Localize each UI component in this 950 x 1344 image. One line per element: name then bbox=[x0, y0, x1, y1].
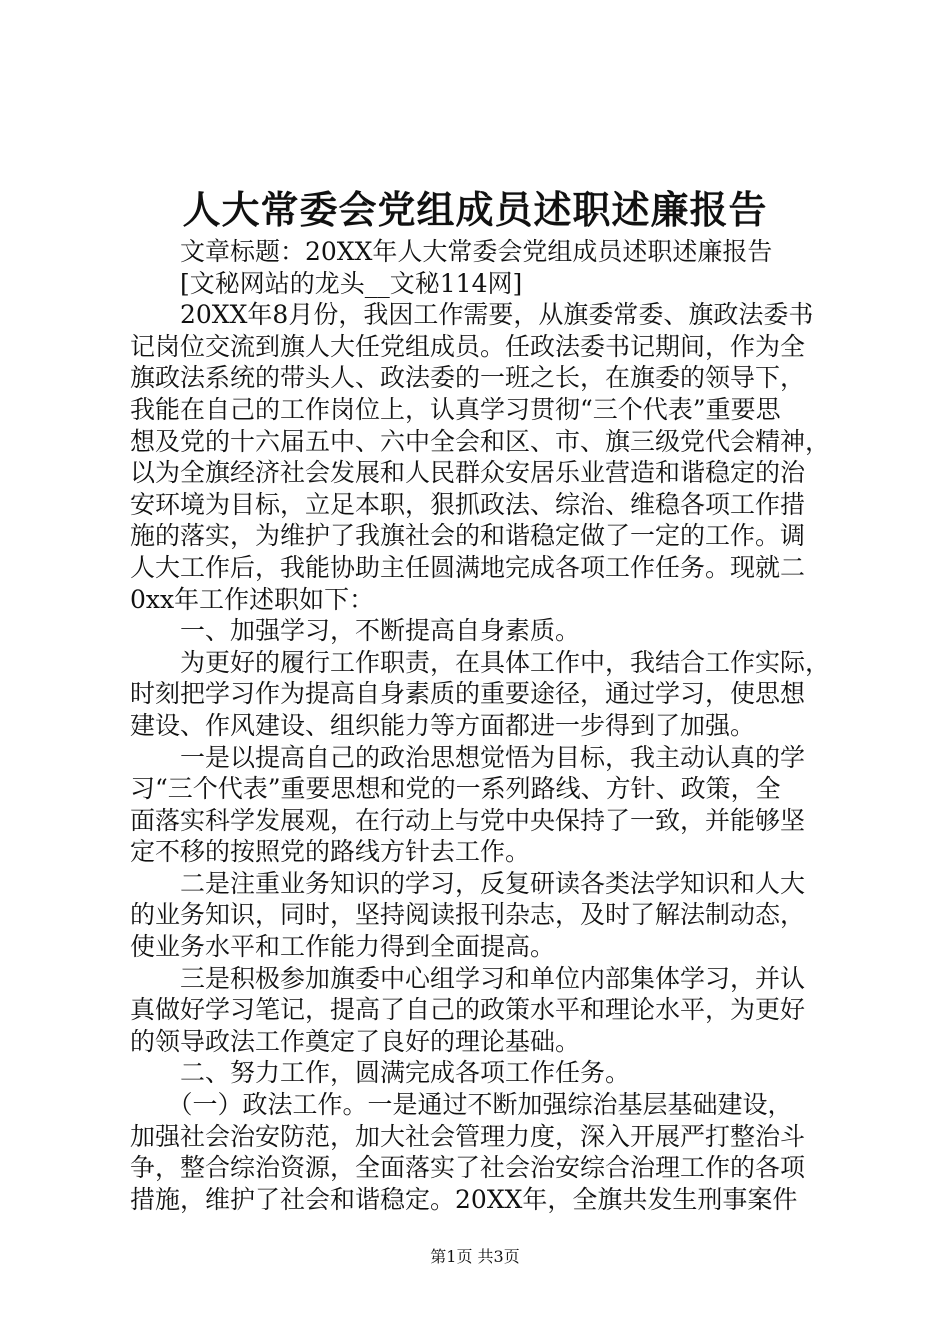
text-line: 的业务知识，同时，坚持阅读报刊杂志，及时了解法制动态， bbox=[130, 900, 806, 930]
text-line: 安环境为目标，立足本职，狠抓政法、综治、维稳各项工作措 bbox=[130, 489, 806, 519]
text-line: 加强社会治安防范，加大社会管理力度，深入开展严打整治斗 bbox=[130, 1121, 806, 1151]
text-line: [文秘网站的龙头__文秘114网] bbox=[130, 268, 523, 298]
text-line: 0xx年工作述职如下： bbox=[130, 584, 375, 614]
text-line: 人大工作后，我能协助主任圆满地完成各项工作任务。现就二 bbox=[130, 552, 806, 582]
page-footer: 第1页 共3页 bbox=[430, 1247, 520, 1266]
text-line: 真做好学习笔记，提高了自己的政策水平和理论水平，为更好 bbox=[130, 995, 806, 1025]
text-line: 习“三个代表”重要思想和党的一系列路线、方针、政策，全 bbox=[130, 774, 781, 804]
text-line: 面落实科学发展观，在行动上与党中央保持了一致，并能够坚 bbox=[130, 805, 806, 835]
document-body bbox=[130, 236, 832, 1215]
text-line: 的领导政法工作奠定了良好的理论基础。 bbox=[130, 1026, 581, 1056]
text-line: （一）政法工作。一是通过不断加强综治基层基础建设， bbox=[130, 1090, 793, 1120]
text-line: 记岗位交流到旗人大任党组成员。任政法委书记期间，作为全 bbox=[130, 331, 806, 361]
text-line: 二、努力工作，圆满完成各项工作任务。 bbox=[130, 1058, 631, 1088]
text-line: 以为全旗经济社会发展和人民群众安居乐业营造和谐稳定的治 bbox=[130, 458, 806, 488]
text-line: 建设、作风建设、组织能力等方面都进一步得到了加强。 bbox=[130, 710, 756, 740]
text-line: 一、加强学习，不断提高自身素质。 bbox=[130, 616, 581, 646]
text-line: 旗政法系统的带头人、政法委的一班之长，在旗委的领导下， bbox=[130, 363, 806, 393]
text-line: 我能在自己的工作岗位上，认真学习贯彻“三个代表”重要思 bbox=[130, 394, 781, 424]
text-line: 二是注重业务知识的学习，反复研读各类法学知识和人大 bbox=[130, 868, 806, 898]
text-line: 一是以提高自己的政治思想觉悟为目标，我主动认真的学 bbox=[130, 742, 806, 772]
text-line: 使业务水平和工作能力得到全面提高。 bbox=[130, 932, 556, 962]
text-line: 文章标题：20XX年人大常委会党组成员述职述廉报告 bbox=[130, 237, 773, 266]
text-line: 施的落实，为维护了我旗社会的和谐稳定做了一定的工作。调 bbox=[130, 521, 806, 551]
text-line: 为更好的履行工作职责，在具体工作中，我结合工作实际， bbox=[130, 647, 831, 677]
text-line: 措施，维护了社会和谐稳定。20XX年，全旗共发生刑事案件 bbox=[130, 1184, 798, 1214]
document-title: 人大常委会党组成员述职述廉报告 bbox=[182, 187, 768, 232]
text-line: 时刻把学习作为提高自身素质的重要途径，通过学习，使思想 bbox=[130, 679, 806, 709]
text-line: 争，整合综治资源，全面落实了社会治安综合治理工作的各项 bbox=[130, 1153, 806, 1183]
text-line: 定不移的按照党的路线方针去工作。 bbox=[130, 837, 531, 867]
text-line: 三是积极参加旗委中心组学习和单位内部集体学习，并认 bbox=[130, 963, 806, 993]
text-line: 20XX年8月份，我因工作需要，从旗委常委、旗政法委书 bbox=[130, 300, 814, 330]
text-line: 想及党的十六届五中、六中全会和区、市、旗三级党代会精神， bbox=[130, 426, 831, 456]
